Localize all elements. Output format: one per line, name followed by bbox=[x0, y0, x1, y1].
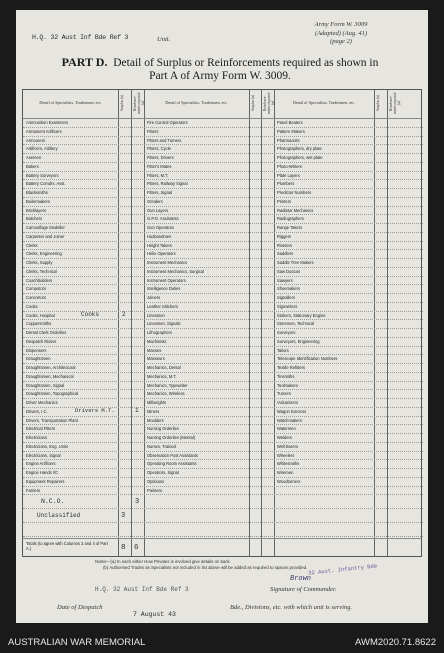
trade-entry: Dental Clerk Orderlies bbox=[26, 330, 67, 335]
row-rule bbox=[23, 424, 423, 425]
totals-divider bbox=[23, 538, 421, 539]
trade-entry: Miners bbox=[147, 408, 160, 414]
trade-entry: Vulcanisers bbox=[277, 400, 299, 405]
handwritten-nco-value: 3 bbox=[135, 498, 140, 507]
header-reinforcements: Reinforce-ments required (a) bbox=[133, 92, 145, 114]
trade-entry: Plumbers bbox=[277, 181, 295, 187]
note-a: Notes—(a) In each either How Privates is involved give details on back. bbox=[95, 559, 231, 564]
trade-entry: Fitters, Cycle bbox=[147, 146, 171, 152]
title-part: PART D. bbox=[61, 55, 108, 69]
form-id-line: (page 2) bbox=[330, 38, 352, 45]
trade-entry: Masons bbox=[147, 347, 162, 353]
trade-entry: Observation Post Assistants bbox=[147, 452, 198, 458]
trade-entry: Tinsmiths bbox=[277, 373, 295, 379]
header-divider bbox=[23, 118, 421, 119]
trade-entry: Clerks, Technical bbox=[26, 268, 57, 274]
header-specialists: Detail of Specialists, Tradesmen, etc. bbox=[292, 100, 356, 105]
trade-entry: Joiners bbox=[147, 295, 161, 300]
trade-entry: Telescope Identification Numbers bbox=[277, 356, 338, 362]
row-rule bbox=[23, 346, 423, 347]
trade-entry: Despatch Riders bbox=[26, 338, 57, 344]
trade-entry: Wheelers bbox=[277, 452, 295, 458]
trade-entry: Blacksmiths bbox=[26, 190, 48, 195]
row-rule bbox=[23, 372, 423, 373]
trade-entry: Predictor Numbers bbox=[277, 190, 312, 195]
header-reinforcements: Reinforce-ments required (a) bbox=[263, 92, 275, 114]
handwritten-drivers-note: Drivers M.T. bbox=[75, 406, 115, 414]
trade-entry: Moulders bbox=[147, 417, 164, 423]
trade-entry: Riggers bbox=[277, 233, 292, 239]
row-rule bbox=[23, 127, 423, 128]
trade-entry: Height Takers bbox=[147, 242, 172, 248]
row-rule bbox=[23, 398, 423, 399]
despatch-label: Date of Despatch bbox=[57, 604, 103, 611]
trade-entry: Linesmen bbox=[147, 312, 165, 318]
form-id-line: (Adapted) (Aug. 41) bbox=[314, 29, 368, 37]
row-rule bbox=[23, 232, 423, 233]
trade-entry: Plate Layers bbox=[277, 172, 300, 178]
form-id-line: Army Form W. 3009 bbox=[314, 21, 368, 28]
trade-entry: Battery Surveyors bbox=[26, 172, 59, 178]
caption-right: AWM2020.71.8622 bbox=[355, 637, 436, 648]
header-surplus: Surplus (a) bbox=[376, 95, 380, 111]
trade-entry: Millwrights bbox=[147, 400, 167, 405]
specialist-table bbox=[22, 89, 422, 557]
note-b: (b) Authorised Trades as Specialists not included in list above will be added as required to spaces provided. bbox=[103, 565, 308, 570]
trade-entry: Gun Operators bbox=[147, 225, 175, 230]
row-rule bbox=[23, 249, 423, 250]
trade-entry: Saddle Tree Makers bbox=[277, 260, 314, 265]
trade-entry: Ammunition Examiners bbox=[26, 120, 69, 125]
trade-entry: Toolmakers bbox=[277, 382, 298, 388]
trade-entry: G.P.O. Assistants bbox=[147, 216, 179, 222]
row-rule bbox=[23, 354, 423, 355]
totals-label: Totals (to agree with Columns 3 and 4 of Part A.) bbox=[26, 541, 108, 551]
trade-entry: Cooks, Hospital bbox=[26, 312, 55, 318]
trade-entry: Radiographers bbox=[277, 216, 304, 222]
trade-entry: Printers bbox=[277, 198, 292, 204]
trade-entry: Draughtsmen, Mechanical bbox=[26, 373, 74, 379]
trade-entry: Clerks, Engineering bbox=[26, 251, 62, 257]
header-specialists: Detail of Specialists, Tradesmen, etc. bbox=[39, 100, 102, 105]
row-rule bbox=[23, 214, 423, 215]
trade-entry: Panel Beaters bbox=[277, 120, 303, 125]
trade-entry: Cooks bbox=[26, 303, 38, 309]
signature-scribble: Brown bbox=[290, 575, 312, 583]
signature-label: Signature of Commander. bbox=[270, 586, 337, 593]
handwritten-cooks-surplus: 2 bbox=[122, 310, 126, 318]
trade-entry: Boilermakers bbox=[26, 198, 50, 204]
trade-entry: Electricians bbox=[26, 435, 47, 440]
row-rule bbox=[23, 153, 423, 154]
signature-stamp: 32 Aust. Infantry Bde bbox=[307, 562, 378, 577]
handwritten-drivers-surplus: 1 bbox=[135, 406, 139, 414]
trade-entry: Fitter's Mates bbox=[147, 163, 172, 169]
trade-entry: Range Takers bbox=[277, 225, 303, 230]
trade-entry: Armourers bbox=[26, 137, 46, 143]
trade-entry: Draughtsmen, Topographical bbox=[26, 391, 79, 397]
trade-entry: Engine Hands I/C bbox=[26, 470, 59, 475]
unit-label: Unit. bbox=[157, 36, 171, 43]
trade-entry: Photographers, wet plate bbox=[277, 155, 323, 160]
trade-entry: Butchers bbox=[26, 216, 43, 222]
trade-entry: Nursing Orderlies (Mental) bbox=[147, 435, 196, 440]
handwritten-total-surplus: 8 bbox=[121, 544, 126, 552]
trade-entry: Helio Operators bbox=[147, 251, 176, 257]
row-rule bbox=[23, 442, 423, 443]
trade-entry: Instrument Operators bbox=[147, 277, 186, 283]
trade-entry: Farriers bbox=[26, 487, 41, 493]
trade-entry: Storemen, Technical bbox=[277, 321, 315, 327]
row-rule bbox=[23, 179, 423, 180]
trade-entry: Pharmacists bbox=[277, 137, 300, 143]
row-rule bbox=[23, 486, 423, 487]
trade-entry: Signallers bbox=[277, 295, 295, 300]
trade-entry: Shoemakers bbox=[277, 286, 300, 292]
title-text: Detail of Surplus or Reinforcements required as shown in bbox=[113, 57, 379, 69]
trade-entry: Stokers, Stationary Engine bbox=[277, 312, 326, 318]
handwritten-nco-label: N.C.O. bbox=[41, 498, 65, 506]
trade-entry: Saw Doctors bbox=[277, 268, 301, 274]
row-rule bbox=[23, 267, 423, 268]
trade-entry: Instrument Mechanics, Surgical bbox=[147, 268, 205, 274]
trade-entry: Woodturners bbox=[277, 478, 301, 484]
trade-entry: Turners bbox=[277, 391, 291, 397]
bde-label: Bde., Divisions, etc. with which unit is serving. bbox=[230, 604, 353, 611]
row-rule bbox=[23, 363, 423, 364]
trade-entry: Fitters and Turners bbox=[147, 137, 182, 143]
title-text-2: Part A of Army Form W. 3009. bbox=[149, 70, 291, 82]
despatch-date: 7 August 43 bbox=[133, 611, 176, 618]
trade-entry: Leather Stitchers bbox=[147, 303, 178, 309]
trade-entry: Wagon Erectors bbox=[277, 408, 307, 414]
row-rule bbox=[23, 328, 423, 329]
trade-entry: Nursing Orderlies bbox=[147, 426, 179, 432]
trade-entry: Drivers, I.C. bbox=[26, 408, 48, 414]
caption-left: AUSTRALIAN WAR MEMORIAL bbox=[8, 637, 146, 648]
handwritten-total-reinf: 6 bbox=[134, 544, 139, 552]
row-rule bbox=[23, 144, 423, 145]
trade-entry: Intelligence Duties bbox=[147, 286, 181, 292]
trade-entry: Operators, Signal bbox=[147, 470, 179, 475]
trade-entry: Equipment Repairers bbox=[26, 478, 65, 484]
row-rule bbox=[23, 162, 423, 163]
row-rule bbox=[23, 522, 423, 523]
handwritten-cooks-note: Cooks bbox=[81, 310, 100, 318]
form-identifier bbox=[296, 21, 386, 47]
row-rule bbox=[23, 477, 423, 478]
trade-entry: Grinders bbox=[147, 198, 163, 204]
trade-entry: Bricklayers bbox=[26, 207, 47, 213]
unit-typed-text: H.Q. 32 Aust Inf Bde Ref 3 bbox=[32, 34, 129, 41]
trade-entry: Masseurs bbox=[147, 356, 165, 362]
trade-entry: Radiator Mechanics bbox=[277, 207, 314, 213]
trade-entry: Axemen bbox=[26, 155, 42, 160]
trade-entry: Armament Artificers bbox=[26, 128, 62, 134]
trade-entry: Electricians, Signal bbox=[26, 452, 61, 458]
trade-entry: Draughtsmen, Architectural bbox=[26, 365, 76, 370]
trade-entry: Electrical Fitters bbox=[26, 426, 56, 432]
trade-entry: Painters bbox=[147, 487, 163, 493]
trade-entry: Signwriters bbox=[277, 303, 298, 309]
handwritten-unclassified-value: 3 bbox=[121, 512, 126, 521]
trade-entry: Sawyers bbox=[277, 277, 293, 283]
trade-entry: Fire Control Operators bbox=[147, 120, 188, 125]
trade-entry: Whitesmiths bbox=[277, 461, 300, 467]
header-reinforcements: Reinforce-ments required (a) bbox=[389, 92, 401, 114]
trade-entry: Coachbuilders bbox=[26, 277, 53, 283]
trade-entry: Artificers, Artillery bbox=[26, 146, 58, 152]
trade-entry: Draughtsmen bbox=[26, 356, 51, 362]
header-specialists: Detail of Specialists, Tradesmen, etc. bbox=[165, 100, 228, 105]
trade-entry: Surveyors bbox=[277, 330, 296, 335]
trade-entry: Husbandmen bbox=[147, 233, 172, 239]
trade-entry: Electricians, Eng. Units bbox=[26, 443, 69, 449]
row-rule bbox=[23, 433, 423, 434]
trade-entry: Fitters, Railway Signal bbox=[147, 181, 188, 187]
trade-entry: Opticians bbox=[147, 478, 165, 484]
row-rule bbox=[23, 241, 423, 242]
trade-entry: Clerks, Supply bbox=[26, 260, 53, 265]
trade-entry: Mechanics, M.T. bbox=[147, 373, 177, 379]
header-surplus: Surplus (a) bbox=[251, 95, 255, 111]
trade-entry: Fitters, Drivers bbox=[147, 155, 174, 160]
trade-entry: Bakers bbox=[26, 163, 39, 169]
trade-entry: Instrument Mechanics bbox=[147, 260, 188, 265]
row-rule bbox=[23, 258, 423, 259]
row-rule bbox=[23, 389, 423, 390]
trade-entry: Mechanics, Wireless bbox=[147, 391, 185, 397]
row-rule bbox=[23, 284, 423, 285]
row-rule bbox=[23, 381, 423, 382]
trade-entry: Mechanics, Dental bbox=[147, 365, 181, 370]
row-rule bbox=[23, 468, 423, 469]
row-rule bbox=[23, 451, 423, 452]
trade-entry: Nurses, Trained bbox=[147, 443, 176, 449]
trade-entry: Fitters bbox=[147, 128, 159, 134]
trade-entry: Fitters, Signal bbox=[147, 190, 173, 195]
trade-entry: Watchmakers bbox=[277, 417, 302, 423]
row-rule bbox=[23, 276, 423, 277]
trade-entry: Draughtsmen, Signal bbox=[26, 382, 65, 388]
trade-entry: Carpenter and Joiner bbox=[26, 233, 65, 239]
trade-entry: Saddlers bbox=[277, 251, 294, 257]
despatch-stamp: H.Q. 32 Aust Inf Bde Ref 3 bbox=[95, 586, 189, 593]
trade-entry: Pattern Makers bbox=[277, 128, 305, 134]
row-rule bbox=[23, 319, 423, 320]
trade-entry: Surveyors, Engineering bbox=[277, 338, 320, 344]
trade-entry: Battery Comdrs. Asst. bbox=[26, 181, 66, 187]
handwritten-unclassified-label: Unclassified bbox=[37, 512, 81, 520]
trade-entry: Clerks bbox=[26, 242, 38, 248]
trade-entry: Photo-Writers bbox=[277, 163, 302, 169]
trade-entry: Lithographers bbox=[147, 330, 173, 335]
trade-entry: Engine Artificers bbox=[26, 461, 56, 467]
trade-entry: Computors bbox=[26, 286, 47, 292]
trade-entry: Linesmen, Signals bbox=[147, 321, 181, 327]
trade-entry: Well Borers bbox=[277, 443, 299, 449]
trade-entry: Camouflage Modeller bbox=[26, 225, 65, 230]
header-surplus: Surplus (a) bbox=[120, 95, 124, 111]
form-title bbox=[50, 56, 390, 83]
trade-entry: Welders bbox=[277, 435, 292, 440]
trade-entry: Riveters bbox=[277, 242, 293, 248]
row-rule bbox=[23, 337, 423, 338]
row-rule bbox=[23, 293, 423, 294]
row-rule bbox=[23, 416, 423, 417]
trade-entry: Textile Refitters bbox=[277, 365, 305, 370]
row-rule bbox=[23, 188, 423, 189]
row-rule bbox=[23, 206, 423, 207]
trade-entry: Coppersmiths bbox=[26, 321, 52, 327]
row-rule bbox=[23, 136, 423, 137]
trade-entry: Watermen bbox=[277, 426, 296, 432]
trade-entry: Drivers, Transportation Plant bbox=[26, 417, 78, 423]
trade-entry: Operating Room Assistants bbox=[147, 461, 197, 467]
row-rule bbox=[23, 171, 423, 172]
trade-entry: Photographers, dry plate bbox=[277, 146, 322, 152]
trade-entry: Gun Layers bbox=[147, 207, 169, 213]
trade-entry: Wiremen bbox=[277, 470, 294, 475]
row-rule bbox=[23, 459, 423, 460]
row-rule bbox=[23, 302, 423, 303]
row-rule bbox=[23, 223, 423, 224]
trade-entry: Concretors bbox=[26, 295, 47, 300]
row-rule bbox=[23, 197, 423, 198]
trade-entry: Fitters, M.T. bbox=[147, 172, 169, 178]
trade-entry: Machinists bbox=[147, 338, 167, 344]
row-rule bbox=[23, 494, 423, 495]
trade-entry: Mechanics, Typewriter bbox=[147, 382, 188, 388]
row-rule bbox=[23, 508, 423, 509]
trade-entry: Tailors bbox=[277, 347, 289, 353]
trade-entry: Driver Mechanics bbox=[26, 400, 58, 405]
trade-entry: Dispensers bbox=[26, 347, 47, 353]
